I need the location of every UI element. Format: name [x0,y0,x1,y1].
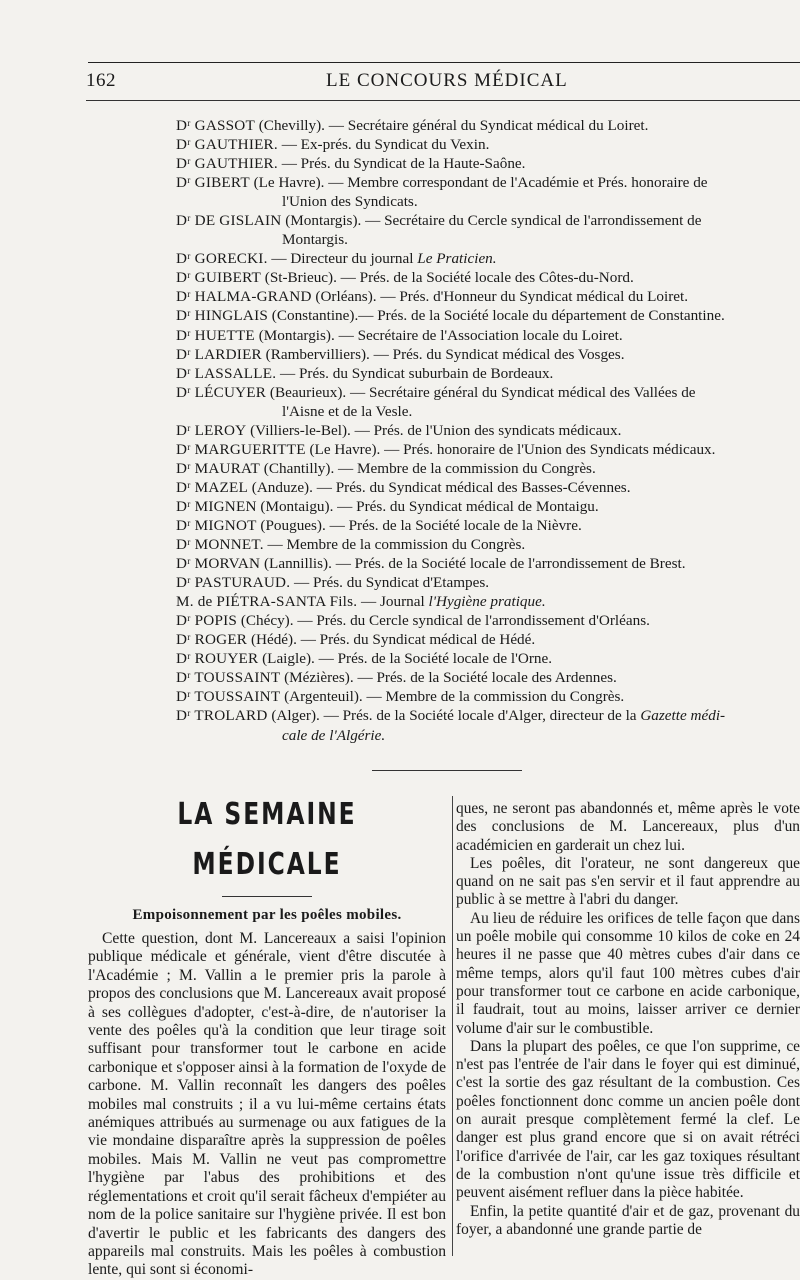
member-entry [176,630,800,649]
member-role: — Prés. du Syndicat d'Etampes. [290,574,490,592]
article-left-column [88,790,446,1280]
member-entry [176,668,800,687]
member-role: (Le Havre). — Prés. honoraire de l'Union des Syndicats médicaux. [305,440,716,458]
member-entry [176,173,800,211]
member-list [176,116,800,745]
header-rule [86,100,800,101]
member-entry [176,706,800,744]
member-name: Dʳ POPIS [176,612,238,630]
article-paragraph: ques, ne seront pas abandonnés et, même après le vote des conclusions de M. Lancereaux, plus d'un académicien en garderait un chez lui. [456,800,800,854]
member-entry [176,440,800,459]
member-entry [176,687,800,706]
running-header [86,70,800,98]
member-entry [176,287,800,306]
member-role: (Mézières). — Prés. de la Société locale des Ardennes. [280,669,617,687]
member-name: Dʳ MARGUERITTE [176,440,306,458]
running-title: LE CONCOURS MÉDICAL [326,70,568,91]
member-role: (Argenteuil). — Membre de la commission du Congrès. [280,688,625,706]
member-role: (Le Havre). — Membre correspondant de l'Académie et Prés. honoraire de [249,174,708,192]
member-role: (Laigle). — Prés. de la Société locale de l'Orne. [258,650,553,668]
member-name: Dʳ GAUTHIER. [176,136,278,154]
member-role: — Membre de la commission du Congrès. [263,536,526,554]
member-name: Dʳ LÉCUYER [176,383,267,401]
member-entry [176,573,800,592]
section-separator [372,770,522,771]
member-name: Dʳ MORVAN [176,555,261,573]
member-name: Dʳ MIGNEN [176,497,257,515]
member-entry [176,535,800,554]
member-role: (Chécy). — Prés. du Cercle syndical de l'arrondissement d'Orléans. [237,612,650,630]
title-rule [222,896,312,897]
member-name: Dʳ GIBERT [176,174,250,192]
top-rule [88,62,800,63]
member-name: Dʳ DE GISLAIN [176,212,282,230]
member-role: — Ex-prés. du Syndicat du Vexin. [277,136,490,154]
member-role: — Prés. du Syndicat de la Haute-Saône. [277,155,526,173]
member-role: — Journal [357,593,429,611]
member-role-italic: Gazette médi- [640,707,726,725]
member-entry [176,478,800,497]
member-role-continuation: Montargis. [282,231,348,249]
member-name: Dʳ MAZEL [176,478,248,496]
member-role: — Prés. du Syndicat suburbain de Bordeaux. [276,364,554,382]
member-role: (Rambervilliers). — Prés. du Syndicat médical des Vosges. [261,345,625,363]
member-name: Dʳ GAUTHIER. [176,155,278,173]
member-entry [176,345,800,364]
member-entry [176,611,800,630]
member-name: Dʳ GASSOT [176,117,255,134]
member-role: (Chantilly). — Membre de la commission du Congrès. [260,459,596,477]
member-entry [176,306,800,325]
member-role-continuation: cale de l'Algérie. [282,726,386,744]
member-role: (Chevilly). — Secrétaire général du Syndicat médical du Loiret. [254,117,649,134]
member-role-italic: l'Hygiène pratique. [428,593,546,611]
member-name: Dʳ MAURAT [176,459,260,477]
member-name: Dʳ TOUSSAINT [176,688,281,706]
member-entry [176,383,800,421]
member-name: M. de PIÉTRA-SANTA Fils. [176,593,358,611]
member-entry [176,421,800,440]
member-role: (Constantine).— Prés. de la Société locale du département de Constantine. [267,307,725,325]
member-name: Dʳ LASSALLE. [176,364,277,382]
column-divider [452,796,453,1256]
article-paragraph: Dans la plupart des poêles, ce que l'on supprime, ce n'est pas l'entrée de l'air dans le foyer qui est diminué, c'est la sortie des gaz résultant de la combustion. Ces poêles fonctionnent donc comme un ancien poêle dont on aurait presque complètement fermé la clef. Le danger est plus grand encore que si on avait rétréci l'orifice d'arrivée de l'air, car les gaz toxiques résultant de la combustion n'ont qu'une issue très difficile et peuvent aisément refluer dans la pièce habitée. [456,1037,800,1202]
member-entry [176,154,800,173]
member-role: (Orléans). — Prés. d'Honneur du Syndicat médical du Loiret. [311,288,689,306]
member-name: Dʳ ROUYER [176,650,259,668]
member-role: (Lannillis). — Prés. de la Société locale de l'arrondissement de Brest. [260,555,686,573]
member-entry [176,364,800,383]
member-entry [176,459,800,478]
member-role: (Montargis). — Secrétaire de l'Association locale du Loiret. [254,326,623,344]
article-title: LA SEMAINE MÉDICALE [177,797,357,882]
article-paragraph: Au lieu de réduire les orifices de telle façon que dans un poêle mobile qui consomme 10 kilos de coke en 24 heures il ne passe que 40 mètres cubes d'air dans ce même temps, alors qu'il faut 100 mètres cubes d'air pour transformer tout ce carbone en acide carbonique, il faudrait, tout au moins, laisser arriver ce dernier volume d'air sur le combustible. [456,909,800,1037]
member-entry [176,326,800,345]
member-name: Dʳ HINGLAIS [176,307,268,325]
page-number: 162 [86,70,116,91]
member-name: Dʳ GUIBERT [176,269,261,287]
member-entry [176,592,800,611]
member-entry [176,135,800,154]
member-name: Dʳ PASTURAUD. [176,574,291,592]
member-name: Dʳ GORECKI. [176,250,268,268]
member-role: (St-Brieuc). — Prés. de la Société locale des Côtes-du-Nord. [260,269,634,287]
member-name: Dʳ ROGER [176,631,248,649]
member-name: Dʳ MONNET. [176,536,264,554]
article-paragraph: Cette question, dont M. Lancereaux a saisi l'opinion publique médicale et générale, vient d'être discutée à l'Académie ; M. Vallin a le premier pris la parole à propos des conclusions que M. Lancereaux avait proposé à ses collègues d'adopter, c'est-à-dire, de n'autoriser la vente des poêles qu'à la condition que leur tirage soit suffisant pour transformer tout le carbone en acide carbonique et s'opposer ainsi à la formation de l'oxyde de carbone. M. Vallin reconnaît les dangers des poêles mobiles mal construits ; il a vu lui-même certains états anémiques attribués au surmenage ou aux fatigues de la vie mondaine disparaître après la suppression de poêles mobiles. Mais M. Vallin ne veut pas compromettre l'hygiène par l'abus des prohibitions et des réglementations et croit qu'il serait fâcheux d'empiéter au nom de la police sanitaire sur l'hygiène privée. Il est bon d'avertir le public et les fabricants des dangers des appareils mal construits. Mais les poêles à combustion lente, qui sont si économi- [88,930,446,1279]
member-name: Dʳ LARDIER [176,345,262,363]
member-role: (Montargis). — Secrétaire du Cercle syndical de l'arrondissement de [281,212,702,230]
member-entry [176,516,800,535]
member-entry [176,211,800,249]
member-entry [176,116,800,135]
article-paragraph: Enfin, la petite quantité d'air et de gaz, provenant du foyer, a abandonné une grande partie de [456,1202,800,1238]
member-name: Dʳ HALMA-GRAND [176,288,312,306]
member-name: Dʳ TOUSSAINT [176,669,281,687]
member-role: (Alger). — Prés. de la Société locale d'Alger, directeur de la [267,707,641,725]
member-role-italic: Le Praticien. [417,250,497,268]
member-role-continuation: l'Aisne et de la Vesle. [282,402,413,420]
member-role: (Hédé). — Prés. du Syndicat médical de Hédé. [247,631,536,649]
member-name: Dʳ MIGNOT [176,516,257,534]
article-subtitle: Empoisonnement par les poêles mobiles. [132,907,402,923]
article-paragraph: Les poêles, dit l'orateur, ne sont dangereux que quand on ne sait pas s'en servir et il faut apprendre au public à se mettre à l'abri du danger. [456,854,800,909]
member-name: Dʳ TROLARD [176,707,268,725]
member-role: (Pougues). — Prés. de la Société locale de la Nièvre. [256,516,582,534]
member-entry [176,249,800,268]
member-role: (Montaigu). — Prés. du Syndicat médical de Montaigu. [256,497,599,515]
member-role: (Beaurieux). — Secrétaire général du Syndicat médical des Vallées de [266,383,696,401]
member-entry [176,649,800,668]
member-role: (Villiers-le-Bel). — Prés. de l'Union des syndicats médicaux. [246,421,622,439]
member-entry [176,554,800,573]
member-entry [176,497,800,516]
article-right-column [456,800,800,1239]
member-name: Dʳ LEROY [176,421,247,439]
member-role-continuation: l'Union des Syndicats. [282,193,418,211]
member-role: — Directeur du journal [267,250,418,268]
member-entry [176,268,800,287]
member-name: Dʳ HUETTE [176,326,255,344]
member-role: (Anduze). — Prés. du Syndicat médical des Basses-Cévennes. [247,478,631,496]
